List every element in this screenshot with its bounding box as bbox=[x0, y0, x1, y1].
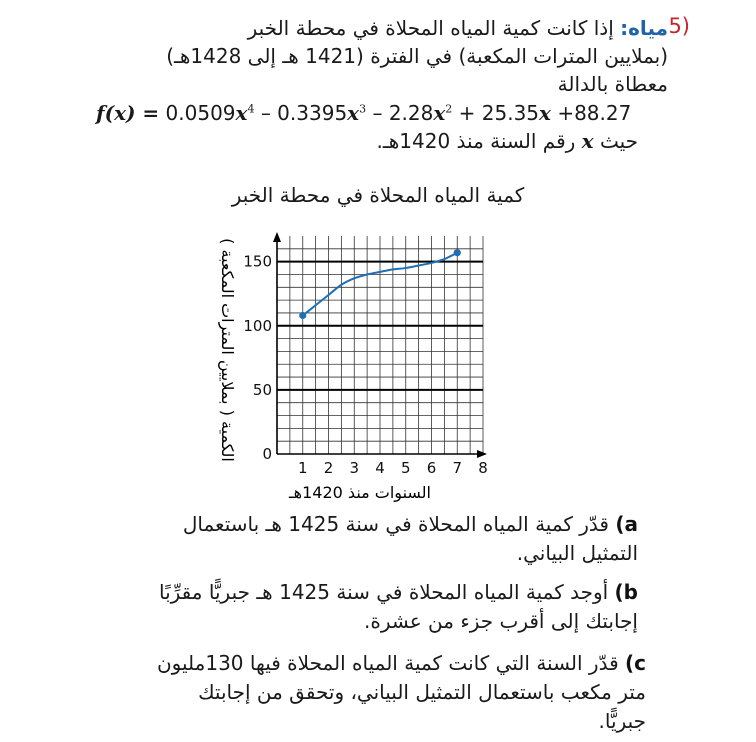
x-tick-label: 5 bbox=[400, 459, 411, 477]
question-a-label: a) bbox=[615, 512, 638, 536]
question-b bbox=[118, 578, 638, 636]
y-tick-label: 50 bbox=[252, 380, 272, 399]
formula-term-2: – 0.3395 bbox=[260, 101, 348, 125]
tick-labels bbox=[243, 253, 487, 477]
formula-var-4: x bbox=[539, 101, 551, 125]
question-a bbox=[118, 510, 638, 568]
question-c bbox=[106, 649, 646, 736]
question-a-line-2: التمثيل البياني. bbox=[516, 541, 638, 565]
question-b-label: b) bbox=[614, 580, 638, 604]
problem-statement bbox=[68, 14, 668, 98]
question-c-line-3: جبريًّا. bbox=[598, 709, 646, 733]
question-c-label: c) bbox=[625, 651, 646, 675]
problem-line-2: (بملايين المترات المكعبة) في الفترة (1421 هـ إلى 1428هـ) bbox=[166, 44, 668, 68]
question-b-line-2: إجابتك إلى أقرب جزء من عشرة. bbox=[364, 609, 638, 633]
formula-var-2: x bbox=[347, 101, 360, 125]
x-axis-label: السنوات منذ 1420هـ bbox=[288, 483, 432, 502]
endpoint-marker bbox=[454, 249, 461, 256]
problem-topic: مياه: bbox=[620, 16, 668, 40]
x-tick-label: 7 bbox=[452, 459, 463, 477]
formula-term-5: +88.27 bbox=[557, 101, 632, 125]
minor-grid bbox=[277, 236, 483, 454]
variable-definition bbox=[377, 129, 638, 153]
endpoint-marker bbox=[299, 312, 306, 319]
line-chart bbox=[190, 222, 500, 512]
x-axis-arrow bbox=[477, 450, 487, 458]
y-tick-label: 150 bbox=[243, 252, 272, 271]
formula-var-3: x bbox=[433, 101, 446, 125]
y-axis-label: الكمية ( بملايين المترات المكعبة ) bbox=[218, 238, 237, 462]
question-b-line-1: أوجد كمية المياه المحلاة في سنة 1425 هـ جبريًّا مقرِّبًا bbox=[158, 580, 609, 604]
where-post: رقم السنة منذ 1420هـ. bbox=[376, 129, 576, 153]
problem-line-1 bbox=[68, 14, 668, 42]
formula-exp-2: 2 bbox=[445, 102, 453, 116]
x-tick-label: 6 bbox=[426, 459, 437, 477]
formula-term-1: 0.0509 bbox=[165, 101, 236, 125]
formula-exp-4: 4 bbox=[247, 102, 255, 116]
formula-term-3: – 2.28 bbox=[372, 101, 434, 125]
y-tick-label: 100 bbox=[243, 316, 272, 335]
formula-lhs: f(x) = bbox=[96, 101, 160, 125]
formula-var-1: x bbox=[235, 101, 248, 125]
formula-term-4: + 25.35 bbox=[458, 101, 540, 125]
y-tick-label: 0 bbox=[262, 445, 272, 463]
question-c-line-1: قدّر السنة التي كانت كمية المياه المحلاة فيها 130مليون bbox=[156, 651, 619, 675]
function-formula bbox=[96, 101, 631, 125]
where-pre: حيث bbox=[599, 129, 638, 153]
x-tick-label: 1 bbox=[297, 459, 308, 477]
problem-line-3: معطاة بالدالة bbox=[557, 72, 668, 96]
problem-number: 5) bbox=[668, 14, 690, 38]
problem-line-1-text: إذا كانت كمية المياه المحلاة في محطة الخبر bbox=[247, 16, 614, 40]
x-tick-label: 8 bbox=[478, 459, 488, 477]
question-a-line-1: قدّر كمية المياه المحلاة في سنة 1425 هـ باستعمال bbox=[182, 512, 609, 536]
where-var: x bbox=[581, 129, 594, 153]
x-tick-label: 4 bbox=[375, 459, 385, 477]
y-axis-arrow bbox=[273, 232, 281, 242]
chart-title: كمية المياه المحلاة في محطة الخبر bbox=[231, 183, 525, 207]
formula-exp-3: 3 bbox=[359, 102, 367, 116]
x-tick-label: 3 bbox=[349, 459, 360, 477]
question-c-line-2: متر مكعب باستعمال التمثيل البياني، وتحقق من إجابتك bbox=[198, 680, 646, 704]
x-tick-label: 2 bbox=[323, 459, 334, 477]
